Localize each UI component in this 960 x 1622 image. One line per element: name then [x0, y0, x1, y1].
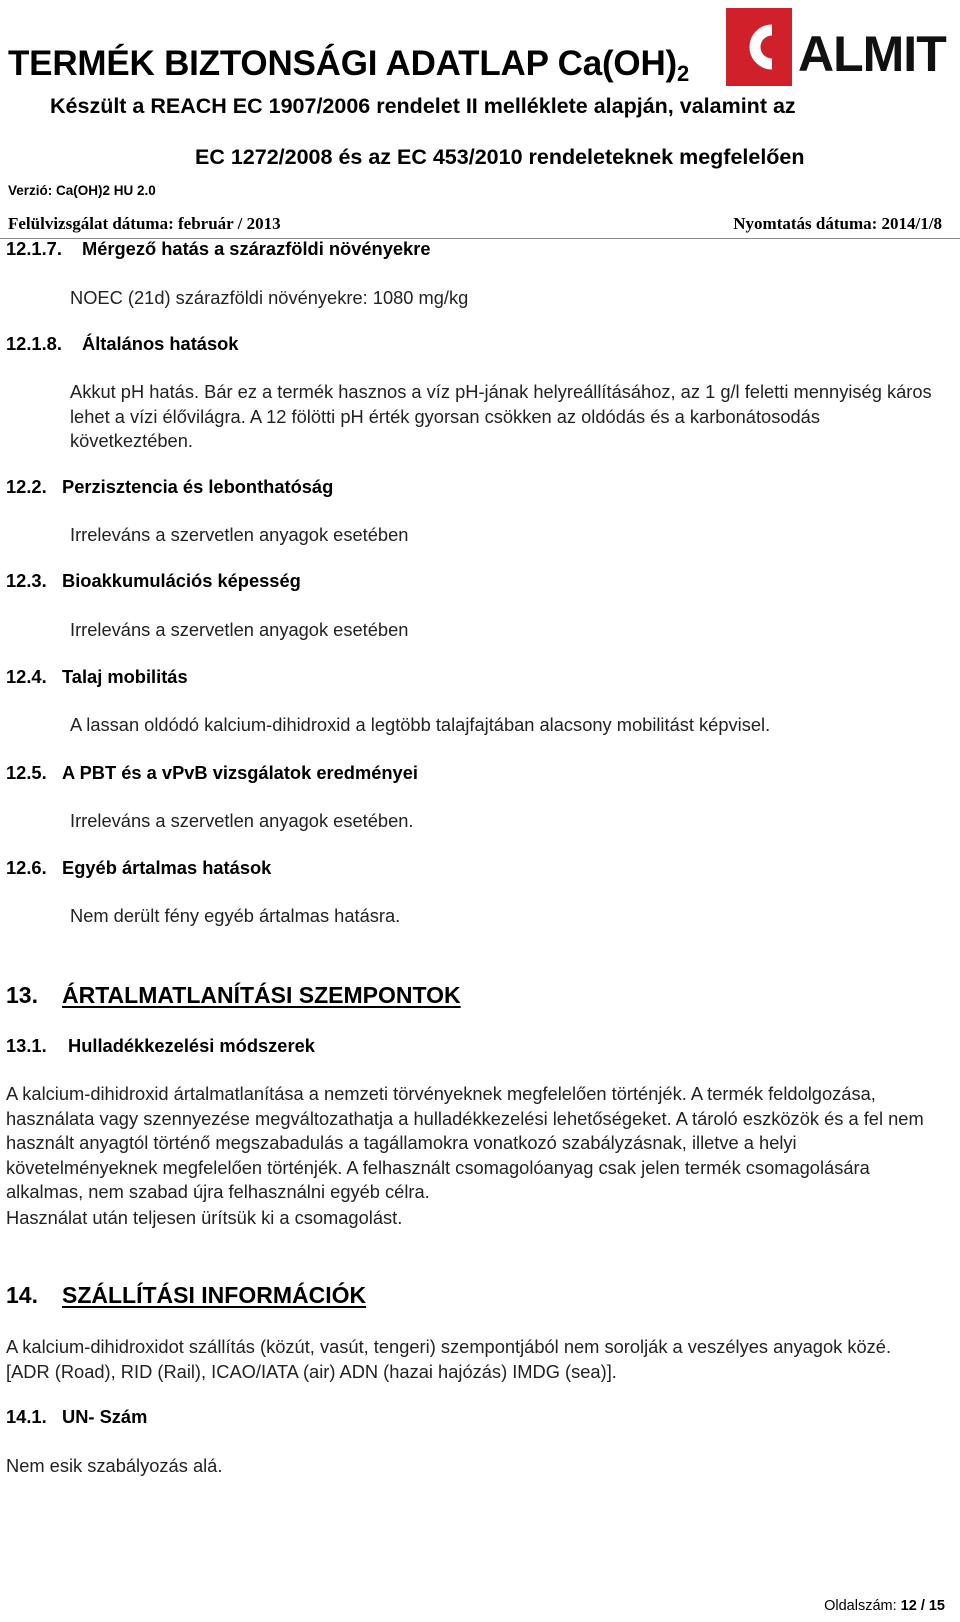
section-12-5-heading: 12.5. A PBT és a vPvB vizsgálatok eredményei [6, 762, 418, 783]
regulation-line-2: EC 1272/2008 és az EC 453/2010 rendeleteknek megfelelően [195, 145, 805, 169]
page-number: Oldalszám: 12 / 15 [824, 1598, 945, 1614]
revision-date: Felülvizsgálat dátuma: február / 2013 [8, 214, 281, 233]
section-13-1-heading: 13.1. Hulladékkezelési módszerek [6, 1035, 315, 1056]
section-12-1-7-body: NOEC (21d) szárazföldi növényekre: 1080 mg/kg [70, 287, 469, 308]
section-12-5-body: Irreleváns a szervetlen anyagok esetében. [70, 810, 414, 831]
section-12-6-heading: 12.6. Egyéb ártalmas hatások [6, 857, 272, 878]
section-14-1-body: Nem esik szabályozás alá. [6, 1455, 223, 1476]
section-13-1-body: A kalcium-dihidroxid ártalmatlanítása a nemzeti törvényeknek megfelelően történjék. A termék feldolgozása, használata vagy szennyezése megváltozathatja a hulladékkezelési lehetőségeket. A tároló eszközök és a fel nem használt anyagtól történő megszabadulás a tagállamokra vonatkozó szabályzásnak, illetve a helyi követelményeknek megfelelően történjék. A felhasznált csomagolóanyag csak jelen termék csomagolására alkalmas, nem szabad újra felhasználni egyéb célra. [6, 1083, 924, 1202]
svg-text:ALMIT: ALMIT [798, 26, 946, 82]
section-12-2-body: Irreleváns a szervetlen anyagok esetében [70, 524, 409, 545]
calmit-logo [726, 8, 954, 86]
section-12-6-body: Nem derült fény egyéb ártalmas hatásra. [70, 905, 401, 926]
version-label: Verzió: Ca(OH)2 HU 2.0 [8, 183, 156, 198]
section-12-3-heading: 12.3. Bioakkumulációs képesség [6, 570, 301, 591]
section-12-4-body: A lassan oldódó kalcium-dihidroxid a legtöbb talajfajtában alacsony mobilitást képvisel. [70, 714, 771, 735]
section-12-3-body: Irreleváns a szervetlen anyagok esetében [70, 619, 409, 640]
section-14-1-heading: 14.1. UN- Szám [6, 1406, 148, 1427]
section-14-body: A kalcium-dihidroxidot szállítás (közút, vasút, tengeri) szempontjából nem sorolják a veszélyes anyagok közé. [ADR (Road), RID (Rail), ICAO/IATA (air) ADN (hazai hajózás) IMDG (sea)]. [6, 1336, 892, 1382]
regulation-line-1: Készült a REACH EC 1907/2006 rendelet II melléklete alapján, valamint az [50, 94, 796, 118]
section-12-1-8-body: Akkut pH hatás. Bár ez a termék hasznos a víz pH-jának helyreállításához, az 1 g/l feletti mennyiség káros lehet a vízi élővilágra. A 12 fölötti pH érték gyorsan csökken az oldódás és a karbonátosodás következtében. [70, 381, 932, 451]
document-title: TERMÉK BIZTONSÁGI ADATLAP $Ca(OH)_2$ [8, 44, 690, 86]
section-12-2-heading: 12.2. Perzisztencia és lebonthatóság [6, 476, 334, 497]
section-12-1-8-heading: 12.1.8. Általános hatások [6, 333, 239, 354]
section-12-1-7-heading: 12.1.7. Mérgező hatás a szárazföldi növényekre [6, 238, 431, 259]
section-13-1-body-2: Használat után teljesen ürítsük ki a csomagolást. [6, 1207, 403, 1228]
section-14-heading: 14. SZÁLLÍTÁSI INFORMÁCIÓK [6, 1282, 367, 1308]
section-12-4-heading: 12.4. Talaj mobilitás [6, 666, 188, 687]
print-date: Nyomtatás dátuma: 2014/1/8 [733, 214, 942, 233]
section-13-heading: 13. ÁRTALMATLANÍTÁSI SZEMPONTOK [6, 982, 461, 1008]
